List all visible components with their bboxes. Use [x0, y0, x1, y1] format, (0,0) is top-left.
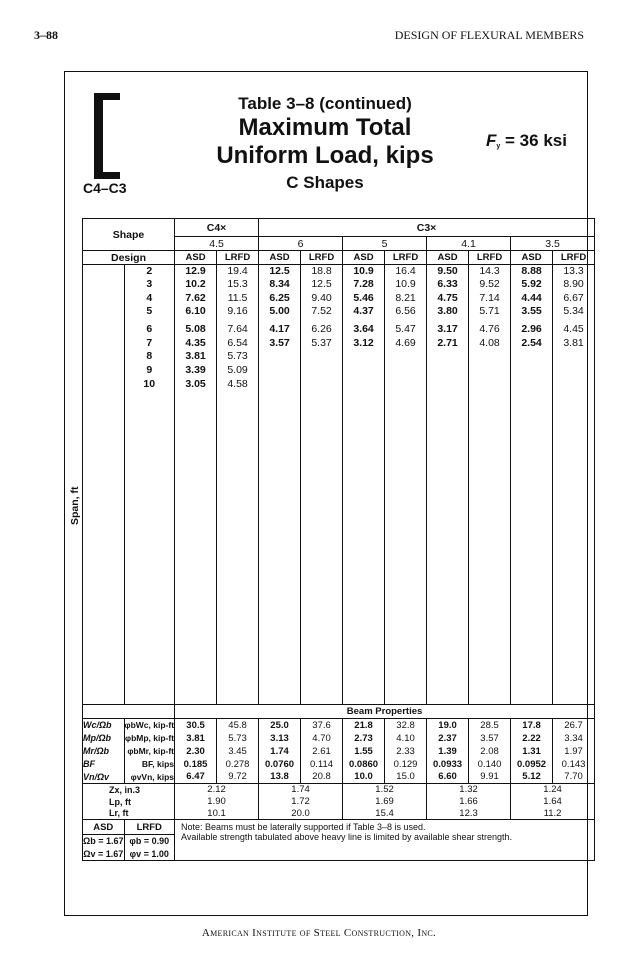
lrfd-header: LRFD [217, 251, 259, 265]
load-value: 4.35 [175, 337, 217, 351]
group-header: C3× [259, 219, 595, 237]
load-value: 10.2 [175, 278, 217, 292]
load-value: 2.54 [511, 337, 553, 351]
bp-value: 0.278 [217, 758, 259, 771]
geometry-value: 1.64 [511, 796, 595, 808]
bp-value: 17.8 [511, 719, 553, 732]
bp-value: 21.8 [343, 719, 385, 732]
load-value: 18.8 [301, 265, 343, 279]
omega-asd: Ωv = 1.67 [83, 848, 124, 859]
weight-header: 5 [343, 237, 427, 251]
load-value [469, 364, 511, 378]
span-axis-label: Span, ft [69, 486, 81, 525]
bp-value: 6.60 [427, 771, 469, 784]
load-value [385, 350, 427, 364]
page-number: 3–88 [34, 28, 58, 42]
bp-value: 0.185 [175, 758, 217, 771]
bp-value: 0.129 [385, 758, 427, 771]
load-value [427, 350, 469, 364]
bp-value: 5.73 [217, 732, 259, 745]
load-value [259, 364, 301, 378]
bp-value: 1.31 [511, 745, 553, 758]
load-value: 4.69 [385, 337, 427, 351]
span-value: 5 [124, 305, 175, 323]
load-value: 5.00 [259, 305, 301, 323]
blank-cell [83, 265, 125, 279]
load-value: 10.9 [385, 278, 427, 292]
load-value: 4.45 [553, 323, 595, 337]
geometry-value: 20.0 [259, 808, 343, 820]
load-value [343, 378, 385, 705]
bp-value: 0.0933 [427, 758, 469, 771]
bp-value: 2.22 [511, 732, 553, 745]
group-header: C4× [175, 219, 259, 237]
bp-value: 10.0 [343, 771, 385, 784]
load-value [385, 378, 427, 705]
asd-footer-label: ASD [83, 820, 125, 835]
load-value [343, 364, 385, 378]
load-value: 4.44 [511, 292, 553, 306]
bp-value: 1.39 [427, 745, 469, 758]
bp-asd-label: Mr/Ωb [83, 745, 125, 758]
load-value: 3.39 [175, 364, 217, 378]
bp-lrfd-label: φvVn, kips [124, 771, 175, 784]
span-value: 8 [124, 350, 175, 364]
omega-asd: Ωb = 1.67 [83, 836, 124, 847]
load-value [469, 350, 511, 364]
geometry-value: 10.1 [175, 808, 259, 820]
bp-value: 45.8 [217, 719, 259, 732]
lrfd-footer-label: LRFD [124, 820, 175, 835]
shape-header: Shape [83, 219, 175, 251]
load-value [511, 350, 553, 364]
beam-properties-header: Beam Properties [175, 705, 595, 719]
bp-value: 20.8 [301, 771, 343, 784]
phi-lrfd: φb = 0.90 [124, 835, 175, 848]
lrfd-header: LRFD [553, 251, 595, 265]
load-value [301, 350, 343, 364]
load-value [385, 364, 427, 378]
asd-header: ASD [427, 251, 469, 265]
lrfd-header: LRFD [469, 251, 511, 265]
bp-value: 13.8 [259, 771, 301, 784]
blank-cell [83, 323, 125, 337]
load-value [427, 378, 469, 705]
load-value: 5.92 [511, 278, 553, 292]
load-value: 9.50 [427, 265, 469, 279]
bp-asd-label: Mp/Ωb [83, 732, 125, 745]
lrfd-header: LRFD [385, 251, 427, 265]
bp-value: 25.0 [259, 719, 301, 732]
section-title: DESIGN OF FLEXURAL MEMBERS [394, 28, 584, 42]
load-value: 7.52 [301, 305, 343, 323]
channel-shape-icon [94, 93, 120, 179]
load-value: 7.62 [175, 292, 217, 306]
load-value: 6.10 [175, 305, 217, 323]
load-value: 9.40 [301, 292, 343, 306]
bp-value: 30.5 [175, 719, 217, 732]
load-value: 3.05 [175, 378, 217, 705]
span-value: 10 [124, 378, 175, 705]
bp-value: 4.70 [301, 732, 343, 745]
geometry-value: 2.12 [175, 784, 259, 796]
load-value: 5.47 [385, 323, 427, 337]
load-value: 3.81 [175, 350, 217, 364]
load-value: 5.46 [343, 292, 385, 306]
load-value: 14.3 [469, 265, 511, 279]
load-value: 6.33 [427, 278, 469, 292]
bp-value: 9.91 [469, 771, 511, 784]
load-value: 11.5 [217, 292, 259, 306]
load-value: 6.54 [217, 337, 259, 351]
load-value: 9.52 [469, 278, 511, 292]
asd-header: ASD [175, 251, 217, 265]
load-value: 4.08 [469, 337, 511, 351]
bp-value: 2.61 [301, 745, 343, 758]
load-value [553, 350, 595, 364]
load-value: 6.56 [385, 305, 427, 323]
load-value: 7.14 [469, 292, 511, 306]
span-value: 2 [124, 265, 175, 279]
note-line-2: Available strength tabulated above heavy line is limited by available shear strength. [181, 832, 513, 843]
load-value: 4.58 [217, 378, 259, 705]
load-value: 9.16 [217, 305, 259, 323]
load-value: 6.26 [301, 323, 343, 337]
load-value: 19.4 [217, 265, 259, 279]
geometry-value: 15.4 [343, 808, 427, 820]
bp-value: 37.6 [301, 719, 343, 732]
span-value: 6 [124, 323, 175, 337]
bp-asd-label: Wc/Ωb [83, 719, 125, 732]
load-value [259, 378, 301, 705]
load-value: 8.34 [259, 278, 301, 292]
bp-value: 2.08 [469, 745, 511, 758]
load-value: 8.21 [385, 292, 427, 306]
bp-value: 9.72 [217, 771, 259, 784]
span-value: 4 [124, 292, 175, 306]
bp-value: 0.143 [553, 758, 595, 771]
bp-value: 1.74 [259, 745, 301, 758]
bp-value: 2.37 [427, 732, 469, 745]
bp-asd-label: BF [83, 758, 125, 771]
geometry-value: 1.66 [427, 796, 511, 808]
load-value: 5.08 [175, 323, 217, 337]
span-value: 7 [124, 337, 175, 351]
bp-value: 2.73 [343, 732, 385, 745]
load-value: 16.4 [385, 265, 427, 279]
load-value: 2.96 [511, 323, 553, 337]
bp-value: 3.81 [175, 732, 217, 745]
bp-value: 15.0 [385, 771, 427, 784]
asd-header: ASD [343, 251, 385, 265]
bp-value: 2.33 [385, 745, 427, 758]
load-value: 4.17 [259, 323, 301, 337]
weight-header: 3.5 [511, 237, 595, 251]
geometry-value: 1.52 [343, 784, 427, 796]
load-value [511, 378, 553, 705]
load-value: 12.5 [301, 278, 343, 292]
load-value [553, 364, 595, 378]
load-value: 5.37 [301, 337, 343, 351]
weight-header: 4.1 [427, 237, 511, 251]
bp-value: 0.0952 [511, 758, 553, 771]
bp-value: 3.13 [259, 732, 301, 745]
bp-lrfd-label: φbWc, kip-ft [124, 720, 175, 731]
load-value: 3.80 [427, 305, 469, 323]
load-value: 2.71 [427, 337, 469, 351]
geometry-value: 1.90 [175, 796, 259, 808]
geometry-value: 12.3 [427, 808, 511, 820]
note-line-1: Note: Beams must be laterally supported if Table 3–8 is used. [181, 822, 426, 833]
load-value: 12.9 [175, 265, 217, 279]
load-value: 3.81 [553, 337, 595, 351]
load-value [469, 378, 511, 705]
bp-value: 19.0 [427, 719, 469, 732]
asd-header: ASD [511, 251, 553, 265]
blank-cell [83, 305, 125, 323]
bp-value: 0.0760 [259, 758, 301, 771]
table-number: Table 3–8 (continued) [238, 94, 412, 113]
blank-cell [83, 378, 125, 705]
asd-header: ASD [259, 251, 301, 265]
load-value: 5.73 [217, 350, 259, 364]
load-value [553, 378, 595, 705]
load-value [259, 350, 301, 364]
bp-value: 0.0860 [343, 758, 385, 771]
bp-value: 2.30 [175, 745, 217, 758]
load-value: 12.5 [259, 265, 301, 279]
span-value: 3 [124, 278, 175, 292]
load-value: 10.9 [343, 265, 385, 279]
bp-value: 28.5 [469, 719, 511, 732]
blank-cell [83, 278, 125, 292]
load-value: 5.09 [217, 364, 259, 378]
bp-value: 0.140 [469, 758, 511, 771]
blank-cell [83, 350, 125, 364]
table-title-line2: Uniform Load, kips [216, 142, 434, 169]
bp-lrfd-label: φbMr, kip-ft [124, 745, 175, 758]
geometry-label: Zx, in.3 [83, 784, 175, 796]
shape-range: C4–C3 [83, 180, 127, 196]
bp-value: 32.8 [385, 719, 427, 732]
load-value [301, 378, 343, 705]
load-value [343, 350, 385, 364]
geometry-label: Lp, ft [83, 796, 175, 808]
publisher-footer: American Institute of Steel Construction, Inc. [201, 927, 437, 939]
blank-cell [83, 292, 125, 306]
load-value: 3.12 [343, 337, 385, 351]
bp-value: 7.70 [553, 771, 595, 784]
lrfd-header: LRFD [301, 251, 343, 265]
phi-lrfd: φv = 1.00 [124, 848, 175, 861]
load-value: 5.71 [469, 305, 511, 323]
table-title [190, 114, 460, 170]
geometry-value: 1.69 [343, 796, 427, 808]
bp-value: 1.97 [553, 745, 595, 758]
weight-header: 6 [259, 237, 343, 251]
geometry-value: 1.24 [511, 784, 595, 796]
bp-asd-label: Vn/Ωv [83, 771, 125, 784]
geometry-value: 1.32 [427, 784, 511, 796]
load-value: 4.76 [469, 323, 511, 337]
load-value: 7.28 [343, 278, 385, 292]
geometry-value: 1.74 [259, 784, 343, 796]
load-value: 15.3 [217, 278, 259, 292]
bp-lrfd-label: φbMp, kip-ft [124, 733, 175, 744]
blank-cell [83, 364, 125, 378]
load-value: 6.67 [553, 292, 595, 306]
bp-value: 6.47 [175, 771, 217, 784]
geometry-value: 1.72 [259, 796, 343, 808]
load-table [82, 218, 595, 861]
table-title-line1: Maximum Total [238, 114, 412, 141]
load-value: 8.90 [553, 278, 595, 292]
load-value: 5.34 [553, 305, 595, 323]
load-value: 6.25 [259, 292, 301, 306]
blank-cell [83, 705, 175, 719]
bp-value: 1.55 [343, 745, 385, 758]
bp-value: 3.34 [553, 732, 595, 745]
bp-value: 4.10 [385, 732, 427, 745]
load-value [301, 364, 343, 378]
load-value: 3.64 [343, 323, 385, 337]
load-value [427, 364, 469, 378]
bp-lrfd-label: BF, kips [124, 758, 175, 771]
geometry-value: 11.2 [511, 808, 595, 820]
yield-stress: $F_y = 36$ ksi [486, 131, 567, 150]
load-value: 3.55 [511, 305, 553, 323]
bp-value: 5.12 [511, 771, 553, 784]
load-value [511, 364, 553, 378]
load-value: 4.75 [427, 292, 469, 306]
load-value: 13.3 [553, 265, 595, 279]
design-header: Design [83, 251, 175, 265]
bp-value: 3.45 [217, 745, 259, 758]
table-subtitle: C Shapes [286, 173, 364, 192]
load-value: 8.88 [511, 265, 553, 279]
load-value: 3.17 [427, 323, 469, 337]
bp-value: 3.57 [469, 732, 511, 745]
blank-cell [83, 337, 125, 351]
weight-header: 4.5 [175, 237, 259, 251]
load-value: 7.64 [217, 323, 259, 337]
bp-value: 0.114 [301, 758, 343, 771]
load-value: 4.37 [343, 305, 385, 323]
bp-value: 26.7 [553, 719, 595, 732]
note-block [175, 820, 595, 861]
load-value: 3.57 [259, 337, 301, 351]
span-value: 9 [124, 364, 175, 378]
geometry-label: Lr, ft [83, 808, 175, 820]
